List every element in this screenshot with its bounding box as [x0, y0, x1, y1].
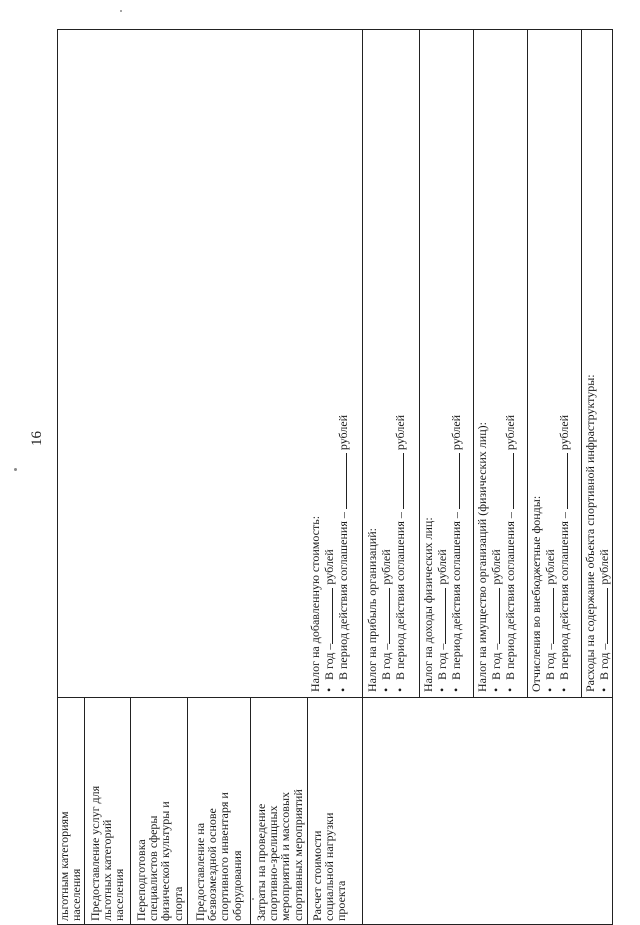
right-cell-extrabudgetary-funds	[530, 132, 571, 692]
cell-line: Затраты на проведение	[254, 803, 268, 921]
cell-line: проекта	[334, 880, 349, 921]
left-row-divider	[84, 697, 85, 925]
scan-speck	[252, 898, 254, 900]
right-cell-vat	[309, 132, 350, 692]
period-line: •В период действия соглашения – рублей	[503, 414, 517, 692]
left-cell-3	[135, 701, 184, 921]
period-line: •В период действия соглашения – рублей	[449, 414, 463, 692]
left-cell-4	[194, 701, 243, 921]
row-divider	[419, 30, 420, 698]
cell-heading: Налог на имущество организаций (физических лиц):	[475, 422, 489, 692]
year-line: •В год – рублей	[489, 549, 503, 692]
year-line: •В год – рублей	[435, 549, 449, 692]
cell-heading: Налог на добавленную стоимость:	[308, 515, 322, 692]
right-cell-income-tax	[422, 132, 463, 692]
year-line: •В год – рублей	[543, 549, 557, 692]
rotated-table	[57, 30, 613, 925]
scan-speck	[120, 10, 122, 12]
row-divider	[473, 30, 474, 698]
left-cell-2	[89, 701, 126, 921]
period-line: •В период действия соглашения – рублей	[336, 414, 350, 692]
cell-line: безвозмездной основе	[205, 808, 220, 921]
scan-speck	[14, 468, 17, 471]
left-cell-6	[311, 701, 348, 921]
cell-line: оборудования	[229, 850, 244, 921]
cell-line: населения	[69, 868, 84, 921]
left-row-divider	[187, 697, 188, 925]
row-divider	[581, 30, 582, 698]
right-cell-profit-tax	[366, 132, 407, 692]
year-line: •В год – рублей	[379, 549, 393, 692]
right-cell-maintenance-costs	[584, 132, 611, 692]
row-divider	[362, 30, 363, 925]
table-border-bottom	[612, 30, 613, 925]
left-row-divider	[250, 697, 251, 925]
cell-line: Предоставление на	[193, 822, 207, 921]
right-cell-property-tax	[476, 132, 517, 692]
cell-line: льготных категорий	[100, 819, 115, 921]
row-divider	[527, 30, 528, 698]
cell-line: льготным категориям	[57, 811, 71, 921]
year-line: •В год – рублей	[597, 549, 611, 692]
cell-line: спортивных мероприятий	[290, 789, 305, 921]
column-divider	[57, 697, 613, 698]
cell-line: Предоставление услуг для	[88, 785, 102, 921]
cell-line: мероприятий и массовых	[278, 791, 293, 921]
cell-line: социальной нагрузки	[322, 812, 337, 921]
cell-line: населения	[112, 868, 127, 921]
table-border-right	[57, 29, 613, 30]
cell-heading: Расходы на содержание объекта спортивной инфраструктуры:	[583, 374, 597, 692]
cell-heading: Налог на доходы физических лиц:	[421, 517, 435, 692]
year-line: •В год – рублей	[322, 549, 336, 692]
period-line: •В период действия соглашения – рублей	[393, 414, 407, 692]
cell-line: Расчет стоимости	[310, 830, 324, 921]
cell-line: физической культуры и	[158, 801, 173, 921]
cell-line: спорта	[170, 886, 185, 921]
left-row-divider	[307, 697, 308, 925]
left-cell-1	[58, 701, 82, 921]
left-row-divider	[130, 697, 131, 925]
cell-line: специалистов сферы	[146, 815, 161, 921]
cell-line: спортивного инвентаря и	[217, 792, 232, 921]
cell-line: спортивно-зрелищных	[266, 805, 281, 921]
cell-heading: Отчисления во внебюджетные фонды:	[529, 495, 543, 692]
page-number: 16	[29, 431, 45, 446]
cell-line: Переподготовка	[134, 839, 148, 921]
cell-heading: Налог на прибыль организаций:	[365, 528, 379, 692]
left-cell-5	[255, 701, 304, 921]
period-line: •В период действия соглашения – рублей	[557, 414, 571, 692]
